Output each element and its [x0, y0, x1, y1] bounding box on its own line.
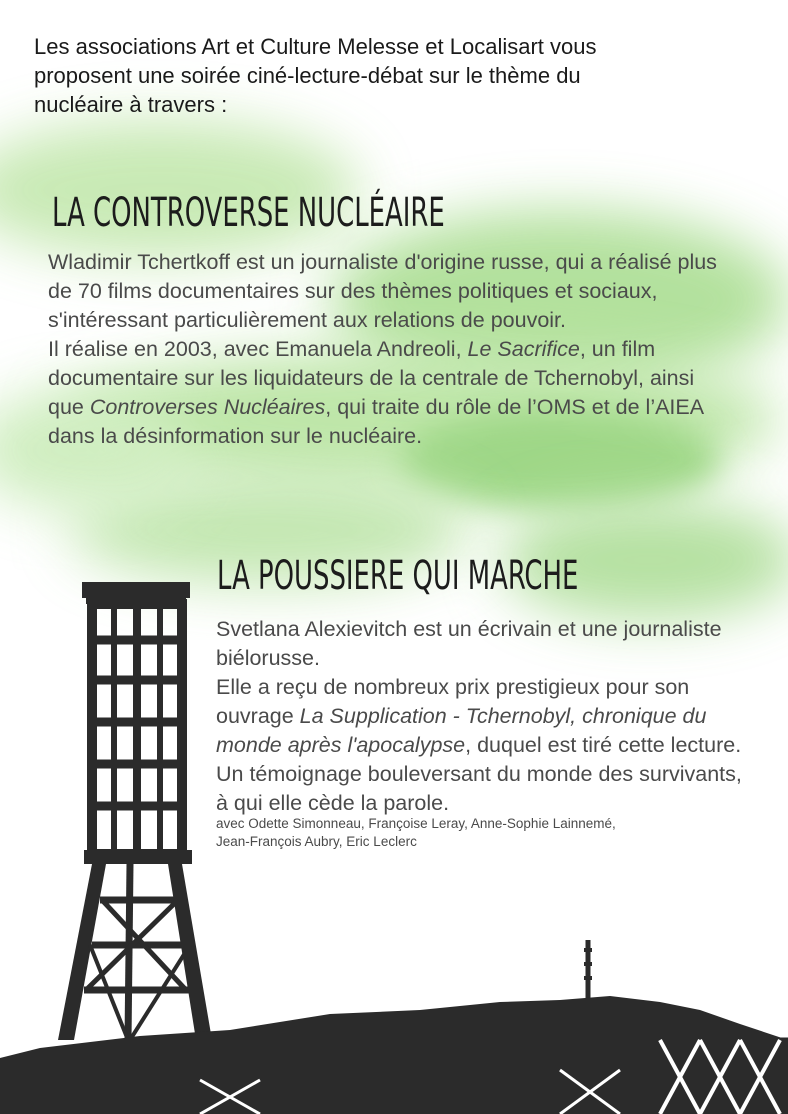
section1-body — [48, 248, 778, 451]
body-line: Elle a reçu de nombreux prix prestigieux pour son — [216, 675, 690, 699]
body-line: biélorusse. — [216, 646, 320, 670]
cast-line: avec Odette Simonneau, Françoise Leray, Anne-Sophie Lainnemé, — [216, 816, 616, 831]
body-text: que — [48, 395, 90, 419]
section1-title: LA CONTROVERSE NUCLÉAIRE — [52, 190, 445, 236]
intro-line: nucléaire à travers : — [34, 92, 228, 117]
body-text: , duquel est tiré cette lecture. — [465, 733, 742, 757]
film-title-controverses: Controverses Nucléaires — [89, 395, 326, 419]
body-line: s'intéressant particulièrement aux relations de pouvoir. — [48, 308, 566, 332]
section2-body — [216, 615, 776, 818]
intro-line: proposent une soirée ciné-lecture-débat sur le thème du — [34, 63, 581, 88]
body-line — [216, 702, 776, 731]
body-text: ouvrage — [216, 704, 300, 728]
book-title: La Supplication - Tchernobyl, chronique du — [299, 704, 707, 728]
cast-line: Jean-François Aubry, Eric Leclerc — [216, 834, 417, 849]
body-line: Wladimir Tchertkoff est un journaliste d'origine russe, qui a réalisé plus — [48, 250, 717, 274]
body-line — [48, 393, 778, 422]
body-line: de 70 films documentaires sur des thèmes politiques et sociaux, — [48, 279, 658, 303]
body-line: dans la désinformation sur le nucléaire. — [48, 424, 423, 448]
body-line: à qui elle cède la parole. — [216, 791, 450, 815]
book-title: monde après l'apocalypse — [216, 733, 466, 757]
section2-title: LA POUSSIERE QUI MARCHE — [217, 553, 579, 599]
body-line: Svetlana Alexievitch est un écrivain et une journaliste — [216, 617, 722, 641]
intro-paragraph — [34, 32, 754, 119]
body-line — [48, 335, 778, 364]
film-title-le-sacrifice: Le Sacrifice — [467, 337, 580, 361]
body-text: , un film — [579, 337, 656, 361]
body-line — [216, 731, 776, 760]
cast-list — [216, 815, 756, 851]
body-line: Un témoignage bouleversant du monde des survivants, — [216, 762, 742, 786]
chimney-tower-silhouette — [58, 582, 212, 1040]
body-text: , qui traite du rôle de l’OMS et de l’AIEA — [325, 395, 705, 419]
body-text: Il réalise en 2003, avec Emanuela Andreoli, — [48, 337, 468, 361]
body-line: documentaire sur les liquidateurs de la centrale de Tchernobyl, ainsi — [48, 366, 695, 390]
intro-line: Les associations Art et Culture Melesse et Localisart vous — [34, 34, 597, 59]
reactor-skyline-silhouette — [0, 940, 788, 1114]
